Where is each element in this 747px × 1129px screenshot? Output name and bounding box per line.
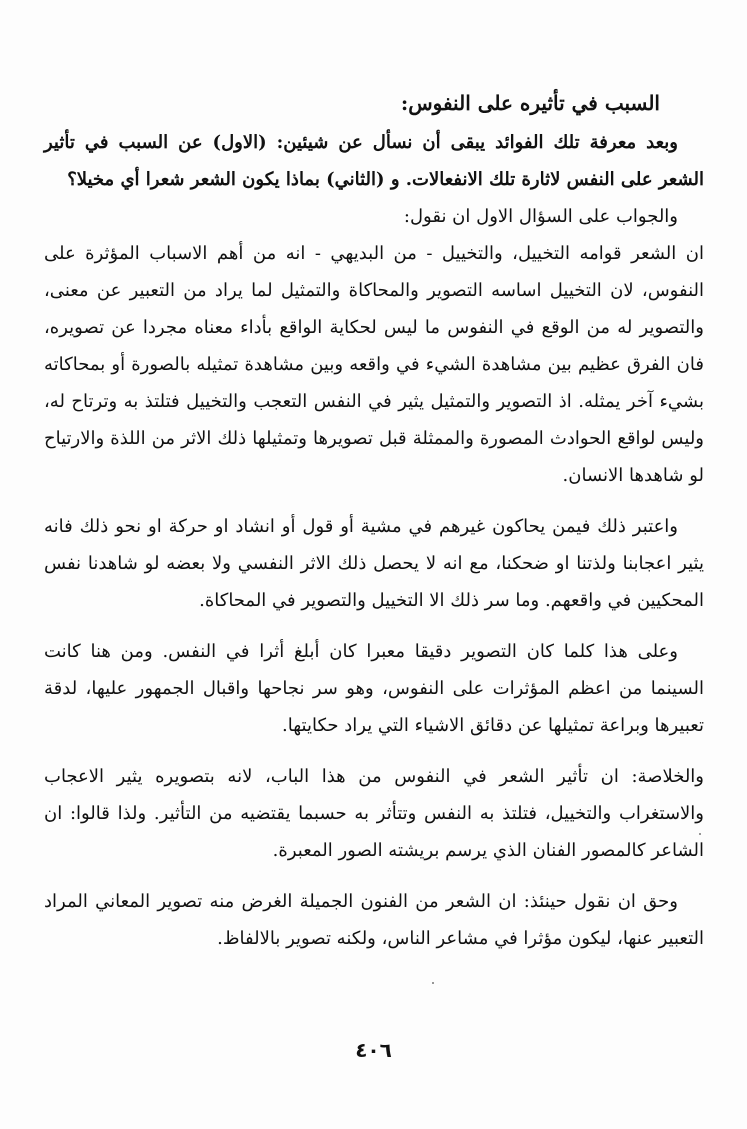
paragraph-imitation-example: واعتبر ذلك فيمن يحاكون غيرهم في مشية أو قول أو انشاد او حركة او نحو ذلك فانه يثير اعجابنا ولذتنا او ضحكنا، مع انه لا يحصل ذلك الاثر النفسي ولا بعضه لو شاهدنا نفس المحكيين في واقعهم. وما سر ذلك الا التخييل والتصوير في المحاكاة. (44, 516, 704, 611)
page-number: ٤٠٦ (355, 1038, 392, 1062)
section-heading: السبب في تأثيره على النفوس: (400, 91, 660, 115)
paragraph-conclusion: والخلاصة: ان تأثير الشعر في النفوس من هذا الباب، لانه بتصويره يثير الاعجاب والاستغراب والتخييل، فتلتذ به النفس وتتأثر به حسبما يقتضيه من التأثير. ولذا قالوا: ان الشاعر كالمصور الفنان الذي يرسم بريشته الصور المعبرة. (44, 766, 704, 861)
scan-speck (432, 982, 434, 984)
paragraph-answer-intro: والجواب على السؤال الاول ان نقول: (403, 206, 678, 227)
page-content (44, 88, 704, 957)
paragraph-fine-arts: وحق ان نقول حينئذ: ان الشعر من الفنون الجميلة الغرض منه تصوير المعاني المراد التعبير عنها، ليكون مؤثرا في مشاعر الناس، ولكنه تصوير بالالفاظ. (44, 891, 704, 949)
scan-speck (699, 833, 701, 835)
paragraph-cinema: وعلى هذا كلما كان التصوير دقيقا معبرا كان أبلغ أثرا في النفس. ومن هنا كانت السينما من اعظم المؤثرات على النفوس، وهو سر نجاحها واقبال الجمهور عليها، لدقة تعبيرها وبراعة تمثيلها عن دقائق الاشياء التي يراد حكايتها. (44, 641, 704, 736)
paragraph-questions: وبعد معرفة تلك الفوائد يبقى أن نسأل عن شيئين: (الاول) عن السبب في تأثير الشعر على النفس لاثارة تلك الانفعالات. و (الثاني) بماذا يكون الشعر شعرا أي مخيلا؟ (44, 132, 704, 190)
paragraph-imagination: ان الشعر قوامه التخييل، والتخييل - من البديهي - انه من أهم الاسباب المؤثرة على النفوس، لان التخييل اساسه التصوير والمحاكاة والتمثيل لما يراد من التعبير عن معنى، والتصوير له من الوقع في النفوس ما ليس لحكاية الواقع بأداء معناه مجردا عن تصويره، فان الفرق عظيم بين مشاهدة الشيء في واقعه وبين مشاهدة تمثيله بالصورة أو بمحاكاته بشيء آخر يمثله. اذ التصوير والتمثيل يثير في النفس التعجب والتخييل فتلتذ به وترتاح له، وليس لواقع الحوادث المصورة والممثلة قبل تصويرها وتمثيلها ذلك الاثر من اللذة والارتياح لو شاهدها الانسان. (44, 243, 704, 486)
